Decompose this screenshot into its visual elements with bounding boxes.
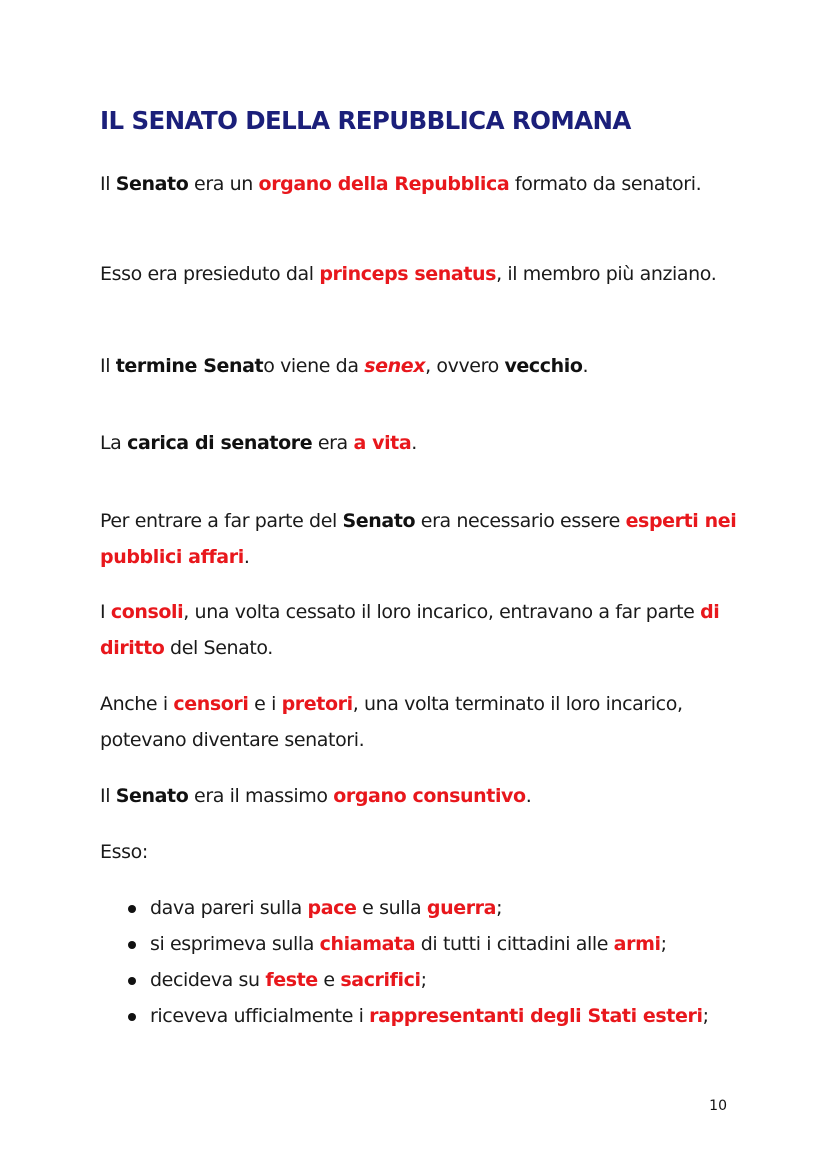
paragraph-9: Esso: bbox=[100, 841, 148, 863]
paragraph-6: I consoli, una volta cessato il loro incarico, entravano a far parte di diritto del Senato. bbox=[100, 601, 720, 659]
paragraph-8: Il Senato era il massimo organo consuntivo. bbox=[100, 785, 532, 807]
paragraph-3: Il termine Senato viene da senex, ovvero vecchio. bbox=[100, 355, 589, 377]
list-item: riceveva ufficialmente i rappresentanti degli Stati esteri; bbox=[128, 998, 748, 1034]
page-number: 10 bbox=[709, 1098, 727, 1114]
bullet-list bbox=[128, 890, 748, 1034]
list-item: si esprimeva sulla chiamata di tutti i cittadini alle armi; bbox=[128, 926, 748, 962]
paragraph-1: Il Senato era un organo della Repubblica formato da senatori. bbox=[100, 173, 702, 195]
list-item: decideva su feste e sacrifici; bbox=[128, 962, 748, 998]
paragraph-2: Esso era presieduto dal princeps senatus, il membro più anziano. bbox=[100, 263, 717, 285]
page-title: IL SENATO DELLA REPUBBLICA ROMANA bbox=[100, 106, 631, 135]
paragraph-5: Per entrare a far parte del Senato era necessario essere esperti nei pubblici affari. bbox=[100, 510, 737, 568]
paragraph-7: Anche i censori e i pretori, una volta terminato il loro incarico, potevano diventare senatori. bbox=[100, 693, 683, 751]
list-item: dava pareri sulla pace e sulla guerra; bbox=[128, 890, 748, 926]
paragraph-4: La carica di senatore era a vita. bbox=[100, 432, 417, 454]
